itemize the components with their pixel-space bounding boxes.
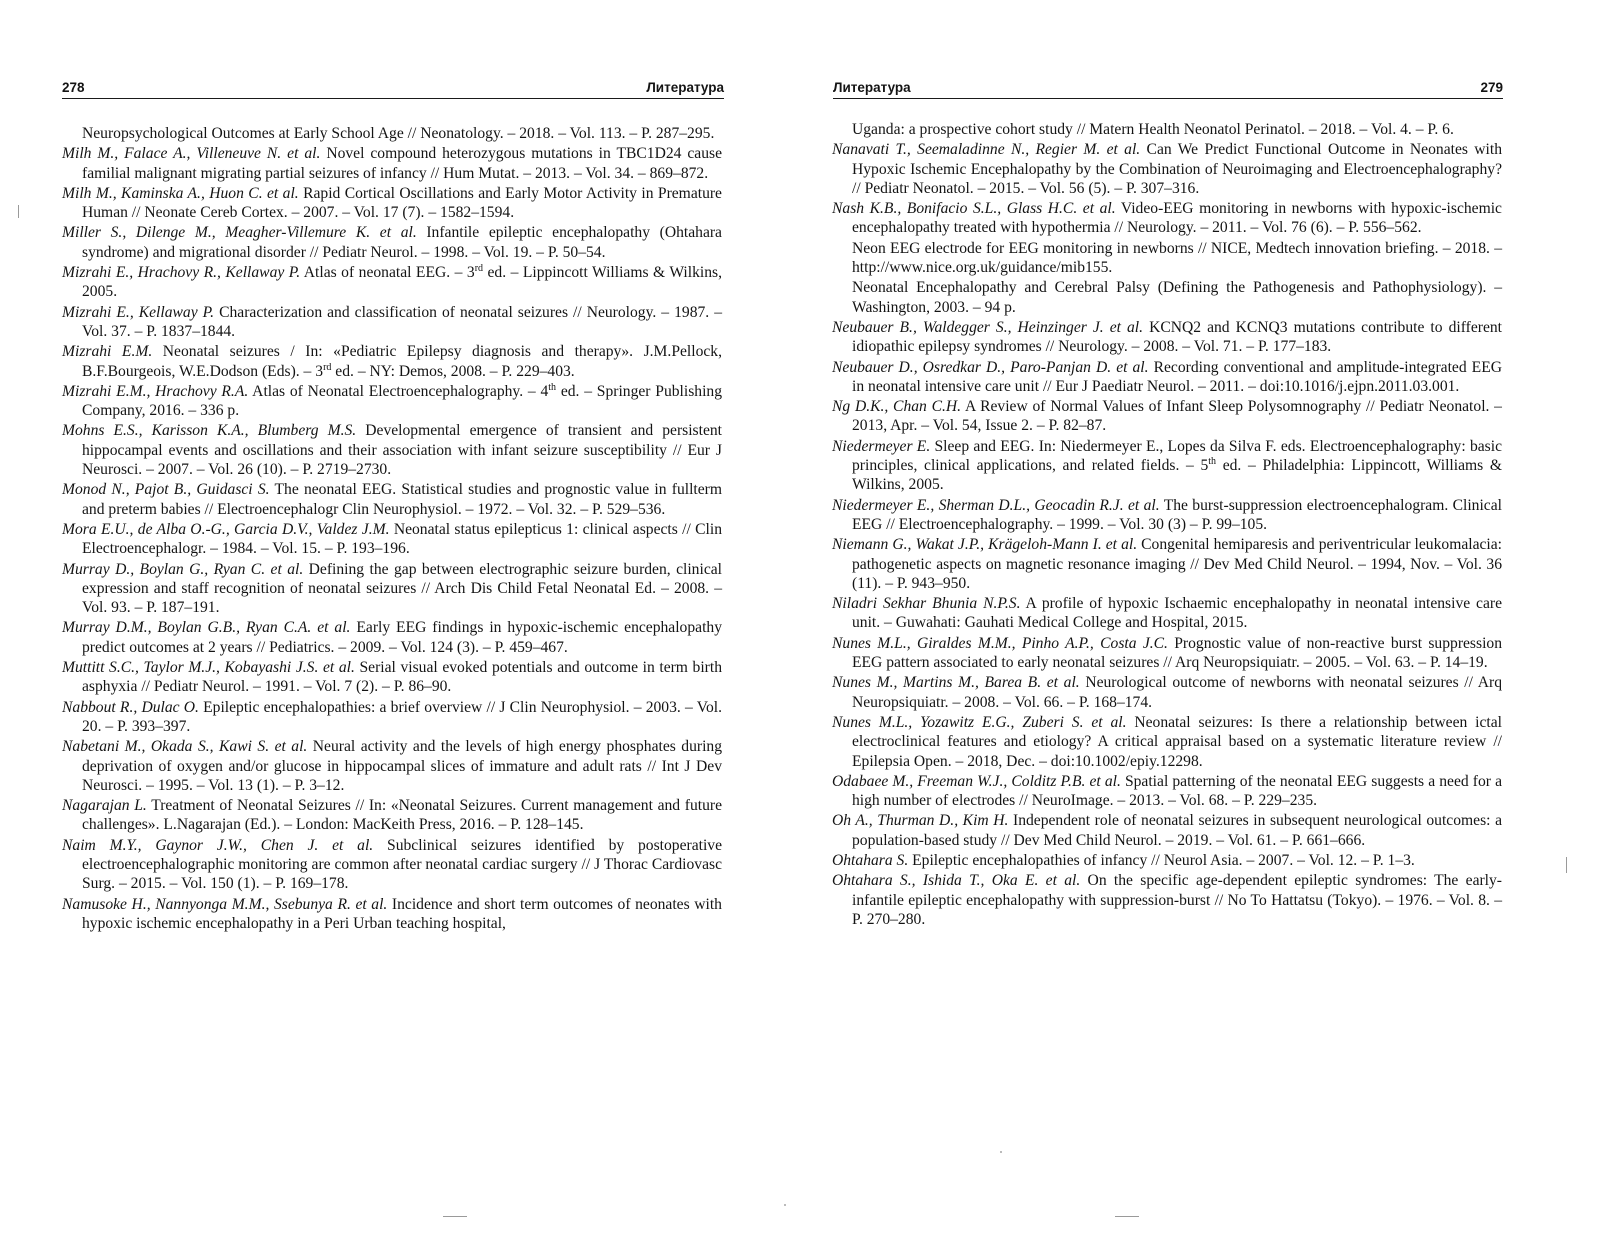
- reference-authors: Oh A., Thurman D., Kim H.: [832, 812, 1009, 830]
- reference-authors: Nunes M.L., Giraldes M.M., Pinho A.P., Costa J.C.: [832, 634, 1168, 652]
- reference-authors: Muttitt S.C., Taylor M.J., Kobayashi J.S. et al.: [62, 659, 355, 677]
- reference-entry: [832, 851, 1502, 870]
- reference-entry: [62, 658, 722, 697]
- reference-authors: Ohtahara S., Ishida T., Oka E. et al.: [832, 872, 1081, 890]
- reference-authors: Neubauer B., Waldegger S., Heinzinger J. et al.: [832, 318, 1144, 336]
- reference-authors: Mora E.U., de Alba O.-G., Garcia D.V., Valdez J.M.: [62, 520, 390, 538]
- reference-text: Can We Predict Functional Outcome in Neonates with Hypoxic Ischemic Encephalopathy by the Combination of Neuroimaging and Electroencephalography? // Pediatr Neonatol. – 2015. – Vol. 56 (5). – P. 307–316.: [852, 141, 1502, 197]
- reference-entry: [62, 895, 722, 934]
- reference-text: A profile of hypoxic Ischaemic encephalopathy in neonatal intensive care unit. – Guwahati: Gauhati Medical College and Hospital, 2015.: [852, 595, 1503, 632]
- reference-authors: Miller S., Dilenge M., Meagher-Villemure K. et al.: [62, 224, 417, 242]
- reference-entry: [62, 796, 722, 835]
- reference-text: Early EEG findings in hypoxic-ischemic encephalopathy predict outcomes at 2 years // Pediatrics. – 2009. – Vol. 124 (3). – P. 459–467.: [82, 619, 723, 656]
- reference-entry: [62, 560, 722, 618]
- reference-text: A Review of Normal Values of Infant Sleep Polysomnography // Pediatr Neonatol. – 2013, Apr. – Vol. 54, Issue 2. – P. 82–87.: [852, 398, 1502, 435]
- page-number: 278: [62, 80, 85, 95]
- reference-authors: Naim M.Y., Gaynor J.W., Chen J. et al.: [62, 836, 374, 854]
- reference-text: Epileptic encephalopathies of infancy // Neurol Asia. – 2007. – Vol. 12. – P. 1–3.: [908, 851, 1415, 869]
- reference-text: Neonatal seizures: Is there a relationship between ictal electroclinical features and etiology? A critical appraisal based on a systematic literature review // Epilepsia Open. – 2018, Dec. – doi:10.1002/epiy.12298.: [852, 713, 1502, 770]
- reference-entry: [62, 342, 722, 381]
- reference-authors: Odabaee M., Freeman W.J., Colditz P.B. et al.: [832, 772, 1121, 790]
- reference-text: Treatment of Neonatal Seizures // In: «Neonatal Seizures. Current management and future challenges». L.Nagarajan (Ed.). – London: MacKeith Press, 2016. – P. 128–145.: [82, 797, 722, 834]
- running-head: [62, 74, 724, 99]
- reference-text: Serial visual evoked potentials and outcome in term birth asphyxia // Pediatr Neurol. – 1991. – Vol. 7 (2). – P. 86–90.: [82, 659, 722, 696]
- reference-entry: [832, 535, 1502, 593]
- reference-entry: [62, 737, 722, 795]
- reference-authors: Ohtahara S.: [832, 851, 909, 869]
- reference-text: Neuropsychological Outcomes at Early School Age // Neonatology. – 2018. – Vol. 113. – P. 287–295.: [82, 125, 715, 142]
- reference-entry: [62, 421, 722, 479]
- reference-text: Infantile epileptic encephalopathy (Ohtahara syndrome) and migrational disorder // Pediatr Neurol. – 1998. – Vol. 19. – P. 50–54.: [82, 224, 722, 261]
- reference-text: Incidence and short term outcomes of neonates with hypoxic ischemic encephalopathy in a Peri Urban teaching hospital,: [82, 895, 722, 932]
- reference-authors: Nagarajan L.: [62, 797, 147, 815]
- reference-list: [832, 120, 1502, 930]
- reference-text: Independent role of neonatal seizures in subsequent neurological outcomes: a population-based study // Dev Med Child Neurol. – 2019. – Vol. 61. – P. 661–666.: [852, 812, 1502, 849]
- reference-entry: [62, 698, 722, 737]
- reference-authors: Ng D.K., Chan C.H.: [832, 398, 962, 416]
- reference-text: Uganda: a prospective cohort study // Matern Health Neonatol Perinatol. – 2018. – Vol. 4. – P. 6.: [852, 121, 1454, 138]
- running-head: [833, 74, 1503, 99]
- reference-text: Characterization and classification of neonatal seizures // Neurology. – 1987. – Vol. 37. – P. 1837–1844.: [82, 303, 722, 340]
- scan-artifact: [1566, 857, 1567, 873]
- reference-text: Atlas of neonatal EEG. – 3rd ed. – Lippincott Williams & Wilkins, 2005.: [82, 262, 722, 301]
- reference-authors: Nabbout R., Dulac O.: [62, 698, 199, 716]
- reference-entry: [62, 144, 722, 183]
- reference-entry: [62, 480, 722, 519]
- right-page: [800, 0, 1600, 1237]
- reference-authors: Nabetani M., Okada S., Kawi S. et al.: [62, 738, 308, 756]
- reference-entry: [62, 618, 722, 657]
- reference-authors: Nunes M.L., Yozawitz E.G., Zuberi S. et al.: [832, 713, 1127, 731]
- reference-entry: [832, 772, 1502, 811]
- scan-artifact: [18, 205, 19, 218]
- reference-entry: [832, 594, 1502, 633]
- scan-artifact: [1000, 1151, 1002, 1153]
- reference-entry: [832, 634, 1502, 673]
- reference-authors: Nanavati T., Seemaladinne N., Regier M. et al.: [832, 141, 1141, 159]
- reference-text: Recording conventional and amplitude-integrated EEG in neonatal intensive care unit // Eur J Paediatr Neurol. – 2011. – doi:10.1016/j.ejpn.2011.03.001.: [852, 358, 1502, 395]
- reference-text: Neonatal seizures / In: «Pediatric Epilepsy diagnosis and therapy». J.M.Pellock, B.F.Bourgeois, W.E.Dodson (Eds). – 3rd ed. – NY: Demos, 2008. – P. 229–403.: [82, 343, 722, 380]
- reference-authors: Murray D., Boylan G., Ryan C. et al.: [62, 560, 304, 578]
- reference-text: Developmental emergence of transient and persistent hippocampal events and oscillations and their association with infant seizure susceptibility // Eur J Neurosci. – 2007. – Vol. 26 (10). – P. 2719–2730.: [82, 422, 722, 479]
- reference-authors: Mizrahi E.M.: [62, 343, 153, 361]
- reference-text: Spatial patterning of the neonatal EEG suggests a need for a high number of electrodes // NeuroImage. – 2013. – Vol. 68. – P. 229–235.: [852, 772, 1502, 810]
- reference-entry: [832, 358, 1502, 397]
- reference-text: Epileptic encephalopathies: a brief overview // J Clin Neurophysiol. – 2003. – Vol. 20. – P. 393–397.: [82, 698, 722, 735]
- reference-text: Congenital hemiparesis and periventricular leukomalacia: pathogenetic aspects on magnetic resonance imaging // Dev Med Child Neurol. – 1994, Nov. – Vol. 36 (11). – P. 943–950.: [852, 536, 1503, 592]
- reference-authors: Niladri Sekhar Bhunia N.P.S.: [832, 595, 1021, 613]
- reference-authors: Nash K.B., Bonifacio S.L., Glass H.C. et al.: [832, 200, 1116, 218]
- reference-authors: Milh M., Kaminska A., Huon C. et al.: [62, 184, 299, 202]
- reference-entry: [832, 199, 1502, 238]
- reference-text: Sleep and EEG. In: Niedermeyer E., Lopes da Silva F. eds. Electroencephalography: basic principles, clinical applications, and related fields. – 5th ed. – Philadelphia: Lippincott, Williams & Wilkins, 2005.: [852, 437, 1502, 494]
- running-title: Литература: [646, 80, 724, 95]
- reference-entry: [832, 673, 1502, 712]
- reference-entry: [62, 303, 722, 342]
- reference-text: Video-EEG monitoring in newborns with hypoxic-ischemic encephalopathy treated with hypothermia // Neurology. – 2011. – Vol. 76 (6). – P. 556–562.: [852, 200, 1502, 237]
- reference-entry: [832, 239, 1502, 278]
- reference-authors: Niedermeyer E., Sherman D.L., Geocadin R.J. et al.: [832, 496, 1160, 514]
- reference-entry: [62, 184, 722, 223]
- reference-text: Neurological outcome of newborns with neonatal seizures // Arq Neuropsiquiatr. – 2008. – Vol. 66. – P. 168–174.: [852, 674, 1503, 711]
- reference-authors: Niedermeyer E.: [832, 437, 931, 455]
- reference-entry: [832, 496, 1502, 535]
- reference-entry: [832, 397, 1502, 436]
- running-title: Литература: [833, 80, 911, 95]
- reference-entry: [832, 120, 1502, 139]
- reference-entry: [62, 382, 722, 421]
- reference-entry: [62, 263, 722, 302]
- reference-entry: [62, 520, 722, 559]
- reference-text: Atlas of Neonatal Electroencephalography. – 4th ed. – Springer Publishing Company, 2016. – 336 p.: [82, 381, 722, 420]
- scan-artifact: [1115, 1216, 1139, 1217]
- reference-text: Novel compound heterozygous mutations in TBC1D24 cause familial malignant migrating partial seizures of infancy // Hum Mutat. – 2013. – Vol. 34. – 869–872.: [82, 145, 722, 182]
- reference-entry: [62, 124, 722, 143]
- reference-entry: [832, 278, 1502, 317]
- reference-authors: Murray D.M., Boylan G.B., Ryan C.A. et al.: [62, 619, 351, 637]
- reference-text: Rapid Cortical Oscillations and Early Motor Activity in Premature Human // Neonate Cereb Cortex. – 2007. – Vol. 17 (7). – 1582–1594.: [82, 184, 722, 222]
- reference-text: Neonatal Encephalopathy and Cerebral Palsy (Defining the Pathogenesis and Pathophysiology). – Washington, 2003. – 94 p.: [852, 279, 1502, 316]
- reference-entry: [832, 713, 1502, 771]
- reference-entry: [832, 811, 1502, 850]
- reference-text: Neon EEG electrode for EEG monitoring in newborns // NICE, Medtech innovation briefing. – 2018. – http://www.nice.org.uk/guidance/mib155.: [852, 239, 1502, 277]
- reference-text: The burst-suppression electroencephalogram. Clinical EEG // Electroencephalography. – 1999. – Vol. 30 (3) – P. 99–105.: [852, 496, 1502, 533]
- reference-entry: [832, 871, 1502, 929]
- reference-text: Defining the gap between electrographic seizure burden, clinical expression and staff recognition of neonatal seizures // Arch Dis Child Fetal Neonatal Ed. – 2008. – Vol. 93. – P. 187–191.: [82, 560, 722, 617]
- reference-authors: Mizrahi E., Kellaway P.: [62, 303, 215, 321]
- reference-authors: Neubauer D., Osredkar D., Paro-Panjan D. et al.: [832, 358, 1149, 376]
- reference-entry: [62, 223, 722, 262]
- reference-entry: [832, 318, 1502, 357]
- reference-authors: Mizrahi E., Hrachovy R., Kellaway P.: [62, 264, 301, 282]
- reference-authors: Namusoke H., Nannyonga M.M., Ssebunya R. et al.: [62, 895, 388, 913]
- reference-authors: Mohns E.S., Karisson K.A., Blumberg M.S.: [62, 422, 357, 440]
- reference-text: KCNQ2 and KCNQ3 mutations contribute to different idiopathic epilepsy syndromes // Neurology. – 2008. – Vol. 71. – P. 177–183.: [852, 318, 1502, 356]
- reference-text: Prognostic value of non-reactive burst suppression EEG pattern associated to early neonatal seizures // Arq Neuropsiquiatr. – 2005. – Vol. 63. – P. 14–19.: [852, 634, 1502, 672]
- reference-authors: Mizrahi E.M., Hrachovy R.A.: [62, 382, 249, 400]
- reference-text: Neural activity and the levels of high energy phosphates during deprivation of oxygen and/or glucose in hippocampal slices of immature and adult rats // Int J Dev Neurosci. – 1995. – Vol. 13 (1). – P. 3–12.: [82, 738, 723, 794]
- page-number: 279: [1480, 80, 1503, 95]
- reference-entry: [62, 836, 722, 894]
- reference-text: The neonatal EEG. Statistical studies and prognostic value in fullterm and preterm babies // Electroencephalogr Clin Neurophysiol. – 1972. – Vol. 32. – P. 529–536.: [82, 481, 722, 518]
- reference-authors: Monod N., Pajot B., Guidasci S.: [62, 481, 270, 499]
- reference-text: On the specific age-dependent epileptic syndromes: The early-infantile epileptic encephalopathy with suppression-burst // No To Hattatsu (Tokyo). – 1976. – Vol. 8. – P. 270–280.: [852, 872, 1503, 928]
- reference-text: Neonatal status epilepticus 1: clinical aspects // Clin Electroencephalogr. – 1984. – Vol. 15. – P. 193–196.: [82, 520, 723, 558]
- reference-authors: Niemann G., Wakat J.P., Krägeloh-Mann I. et al.: [832, 536, 1138, 554]
- reference-entry: [832, 140, 1502, 198]
- reference-text: Subclinical seizures identified by postoperative electroencephalographic monitoring are common after neonatal cardiac surgery // J Thorac Cardiovasc Surg. – 2015. – Vol. 150 (1). – P. 169–178.: [82, 836, 722, 893]
- scan-artifact: [784, 1204, 786, 1206]
- scan-artifact: [443, 1216, 467, 1217]
- reference-authors: Nunes M., Martins M., Barea B. et al.: [832, 674, 1080, 692]
- reference-authors: Milh M., Falace A., Villeneuve N. et al.: [62, 145, 321, 163]
- reference-list: [62, 124, 722, 934]
- reference-entry: [832, 437, 1502, 495]
